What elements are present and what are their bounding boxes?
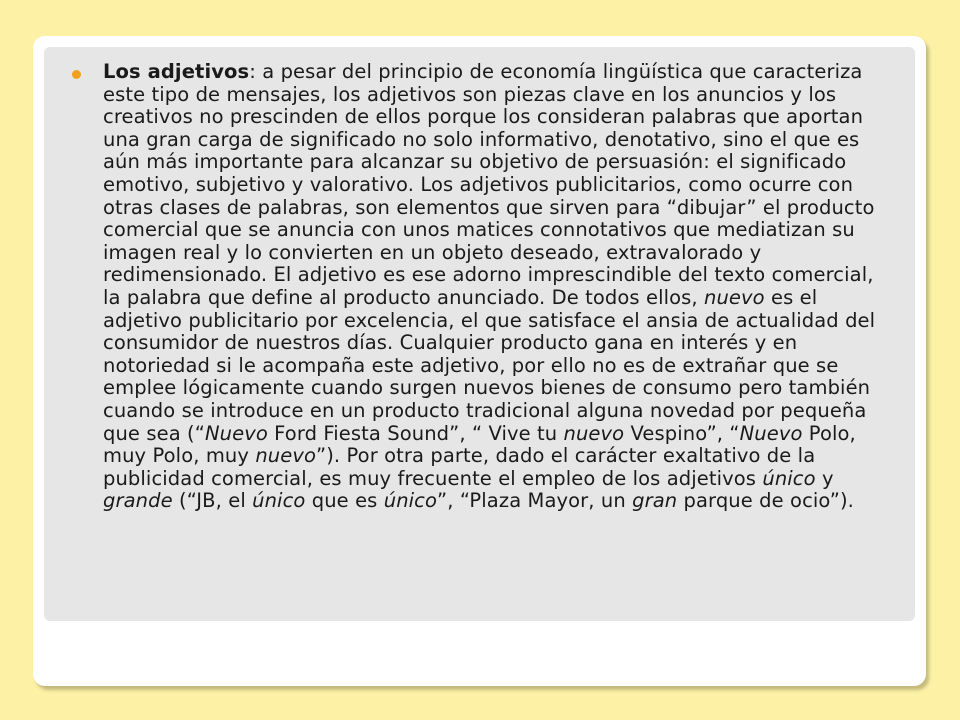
italic-term: nuevo (704, 285, 765, 309)
italic-term: único (762, 466, 816, 490)
bullet-heading: Los adjetivos (103, 60, 250, 83)
text-run: parque de ocio”). (677, 489, 854, 513)
bullet-dot-icon (72, 70, 81, 79)
text-run: Polo, muy Polo, muy (103, 421, 856, 468)
italic-term: único (383, 489, 438, 513)
italic-term: gran (632, 489, 678, 513)
text-run: ”). Por otra parte, dado el carácter exaltativo de la publicidad comercial, es muy frecuente el empleo de los adjetivos (103, 444, 816, 490)
italic-term: Nuevo (739, 421, 803, 445)
bullet-paragraph (103, 61, 892, 513)
text-run: : a pesar del principio de economía lingüística que caracteriza este tipo de mensajes, los adjetivos son piezas clave en los anuncios y los creativos no prescinden de ellos porque los consideran palabras que aportan una gran carga de significado no solo informativo, denotativo, sino el que es aún más importante para alcanzar su objetivo de persuasión: el significado emotivo, subjetivo y valorativo. Los adjetivos publicitarios, como ocurre con otras clases de palabras, son elementos que sirven para “dibujar” el producto comercial que se anuncia con unos matices connotativos que mediatizan su imagen real y lo convierten en un objeto deseado, extravalorado y redimensionado. El adjetivo es ese adorno imprescindible del texto comercial, la palabra que define al producto anunciado. De todos ellos, (103, 60, 875, 309)
italic-term: grande (103, 489, 173, 513)
italic-term: nuevo (563, 421, 625, 445)
italic-term: único (252, 489, 306, 513)
text-run: y (815, 466, 834, 490)
text-run: Ford Fiesta Sound”, “ Vive tu (267, 421, 564, 445)
italic-term: Nuevo (204, 421, 268, 445)
text-run: es el adjetivo publicitario por excelencia, el que satisface el ansia de actualidad del consumidor de nuestros días. Cualquier producto gana en interés y en notoriedad si le acompaña este adjetivo, por ello no es de extrañar que se emplee lógicamente cuando surgen nuevos bienes de consumo pero también cuando se introduce en un producto tradicional alguna novedad por pequeña que sea (“ (103, 285, 876, 445)
text-run: (“JB, el (172, 489, 253, 513)
paragraph-body (103, 60, 875, 512)
text-run: ”, “Plaza Mayor, un (437, 489, 633, 513)
text-run: Vespino”, “ (624, 421, 740, 445)
bullet-item (72, 61, 892, 513)
italic-term: nuevo (255, 444, 317, 468)
text-run: que es (305, 489, 384, 513)
